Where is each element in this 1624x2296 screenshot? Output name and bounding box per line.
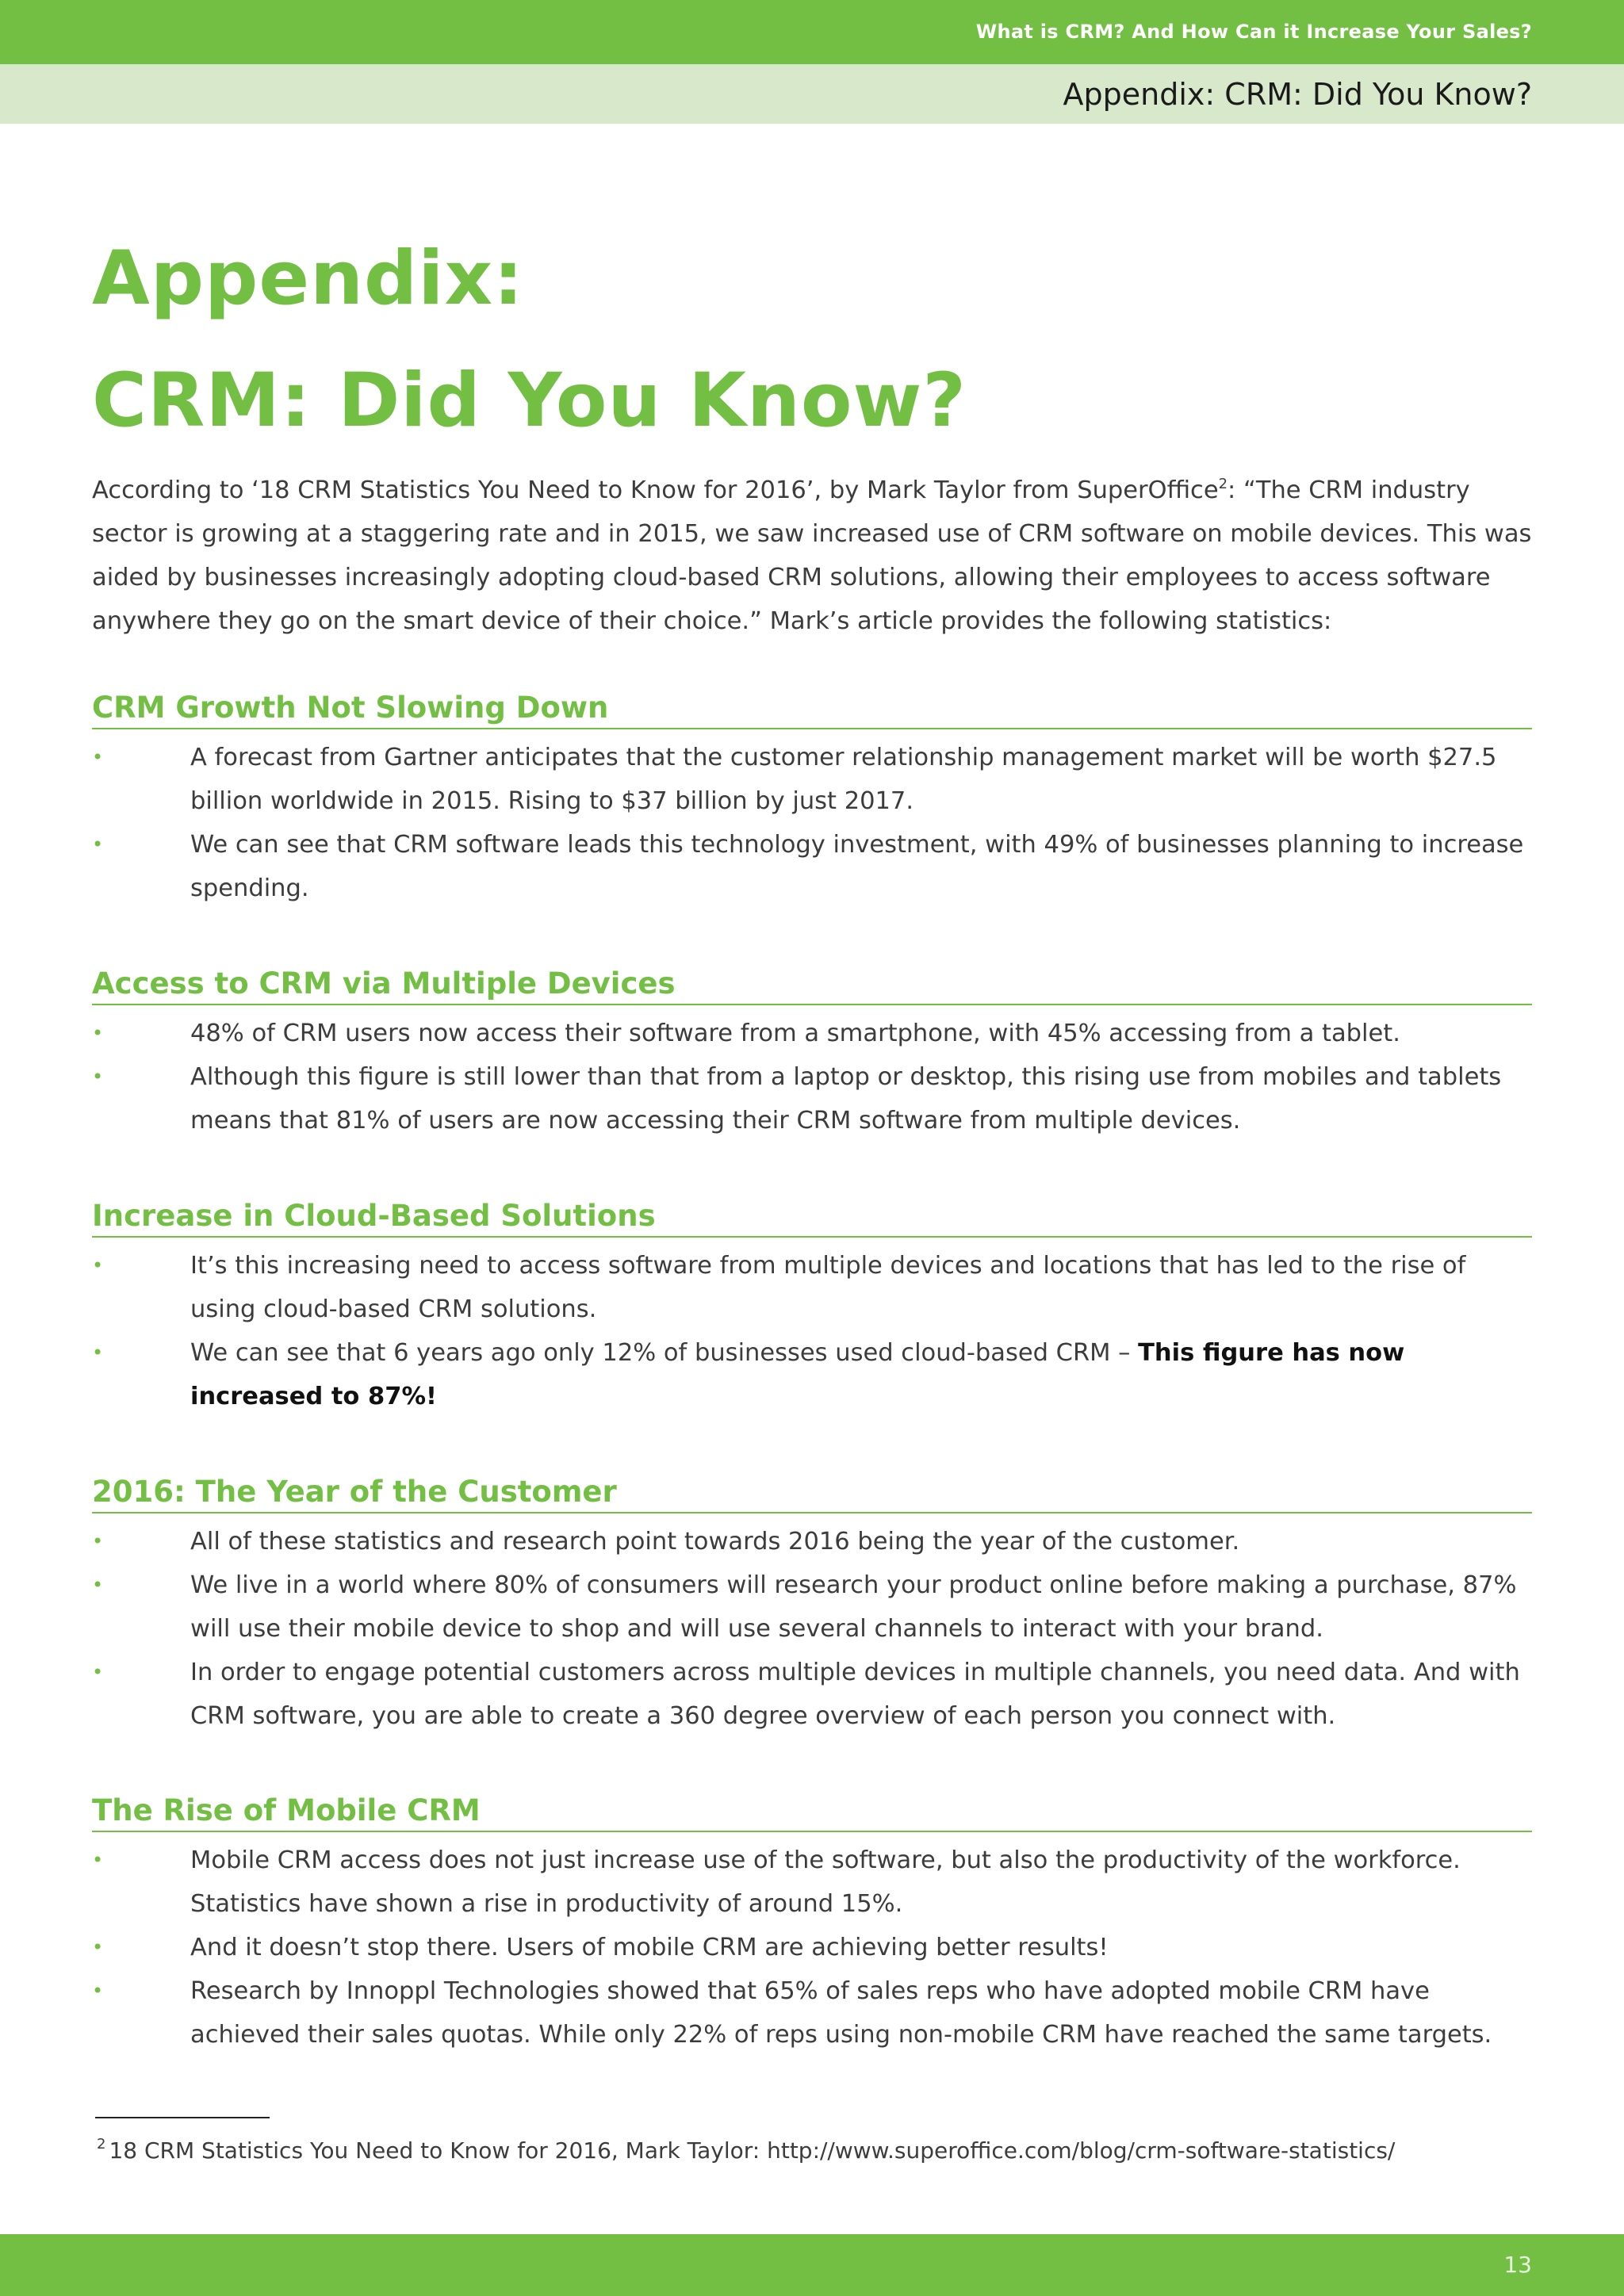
list-item: [92, 1563, 1532, 1651]
list-item: [92, 1055, 1532, 1142]
section-heading: Increase in Cloud-Based Solutions: [92, 1198, 1532, 1238]
list-item-text: Research by Innoppl Technologies showed that 65% of sales reps who have adopted mobile CRM have achieved their sales quotas. While only 22% of reps using non-mobile CRM have reached the same targets.: [190, 1977, 1492, 2049]
list-item-text: A forecast from Gartner anticipates that the customer relationship management market will be worth $27.5 billion worldwide in 2015. Rising to $37 billion by just 2017.: [190, 744, 1497, 815]
bullet-icon: •: [92, 746, 104, 768]
running-section-title: Appendix: CRM: Did You Know?: [1063, 77, 1532, 112]
bullet-icon: •: [92, 1341, 104, 1364]
top-header-bar: [0, 0, 1624, 64]
bullet-icon: •: [92, 1574, 104, 1596]
bullet-list: [92, 1513, 1532, 1738]
bullet-icon: •: [92, 1661, 104, 1683]
bullet-icon: •: [92, 1022, 104, 1044]
section-heading: 2016: The Year of the Customer: [92, 1474, 1532, 1513]
intro-text-end: : “The CRM industry sector is growing at a staggering rate and in 2015, we saw increased use of CRM software on mobile devices. This was aided by businesses increasingly adopting cloud-based CRM solutions, allowing their employees to access software anywhere they go on the smart device of their choice.” Mark’s article provides the following statistics:: [92, 476, 1532, 635]
footnote-reference[interactable]: 2: [1218, 476, 1228, 492]
bullet-icon: •: [92, 1530, 104, 1552]
list-item-text: Although this figure is still lower than that from a laptop or desktop, this rising use from mobiles and tablets means that 81% of users are now accessing their CRM software from multiple devices.: [190, 1063, 1502, 1135]
list-item: [92, 1926, 1532, 1969]
list-item: [92, 1331, 1532, 1418]
intro-paragraph: [92, 469, 1535, 643]
list-item-text: In order to engage potential customers across multiple devices in multiple channels, you need data. And with CRM software, you are able to create a 360 degree overview of each person you connect with.: [190, 1659, 1520, 1730]
bullet-icon: •: [92, 1849, 104, 1871]
intro-text-start: According to ‘18 CRM Statistics You Need to Know for 2016’, by Mark Taylor from SuperOffice: [92, 476, 1219, 504]
section-heading: CRM Growth Not Slowing Down: [92, 690, 1532, 729]
list-item-text: All of these statistics and research point towards 2016 being the year of the customer.: [190, 1528, 1240, 1556]
list-item: [92, 1839, 1532, 1926]
page-title: [92, 218, 1519, 462]
page-title-line-2: CRM: Did You Know?: [92, 358, 967, 444]
page-number: 13: [1503, 2252, 1532, 2278]
list-item: [92, 1969, 1532, 2057]
list-item-text: We live in a world where 80% of consumers will research your product online before making a purchase, 87% will use their mobile device to shop and will use several channels to interact with your brand.: [190, 1571, 1517, 1643]
bullet-list: [92, 1005, 1532, 1142]
footnote: [97, 2135, 1395, 2167]
bullet-list: [92, 729, 1532, 910]
list-item: [92, 1520, 1532, 1563]
bullet-icon: •: [92, 1980, 104, 2002]
footnote-divider: [95, 2117, 270, 2118]
section-heading: Access to CRM via Multiple Devices: [92, 966, 1532, 1005]
footer-bar: [0, 2234, 1624, 2296]
section-cloud-solutions: [92, 1198, 1532, 1418]
list-item: [92, 1244, 1532, 1331]
bullet-icon: •: [92, 1254, 104, 1276]
document-title: What is CRM? And How Can it Increase Your Sales?: [975, 21, 1532, 43]
list-item-text: And it doesn’t stop there. Users of mobile CRM are achieving better results!: [190, 1934, 1109, 1961]
list-item: [92, 736, 1532, 823]
bullet-list: [92, 1832, 1532, 2057]
page-title-line-1: Appendix:: [92, 235, 524, 322]
list-item-text: It’s this increasing need to access software from multiple devices and locations that has led to the rise of using cloud-based CRM solutions.: [190, 1252, 1466, 1323]
bullet-icon: •: [92, 833, 104, 855]
list-item-text: We can see that CRM software leads this technology investment, with 49% of businesses planning to increase spending.: [190, 831, 1524, 902]
section-year-of-customer: [92, 1474, 1532, 1738]
list-item-text: 48% of CRM users now access their software from a smartphone, with 45% accessing from a tablet.: [190, 1020, 1400, 1047]
bullet-list: [92, 1238, 1532, 1418]
section-heading: The Rise of Mobile CRM: [92, 1793, 1532, 1832]
bullet-icon: •: [92, 1066, 104, 1088]
bullet-icon: •: [92, 1936, 104, 1958]
list-item-text: Mobile CRM access does not just increase use of the software, but also the productivity of the workforce. Statistics have shown a rise in productivity of around 15%.: [190, 1846, 1461, 1918]
list-item-text: We can see that 6 years ago only 12% of businesses used cloud-based CRM –: [190, 1339, 1139, 1367]
section-crm-growth: [92, 690, 1532, 910]
section-multiple-devices: [92, 966, 1532, 1142]
list-item: [92, 823, 1532, 910]
section-header-bar: [0, 64, 1624, 124]
section-mobile-crm: [92, 1793, 1532, 2057]
footnote-text[interactable]: 18 CRM Statistics You Need to Know for 2016, Mark Taylor: http://www.superoffice.com/blog/crm-software-statistics/: [109, 2137, 1396, 2164]
footnote-mark: 2: [97, 2136, 106, 2152]
list-item: [92, 1651, 1532, 1738]
highlighted-statistic: This figure has now increased to 87%!: [190, 1339, 1405, 1410]
list-item: [92, 1012, 1532, 1055]
